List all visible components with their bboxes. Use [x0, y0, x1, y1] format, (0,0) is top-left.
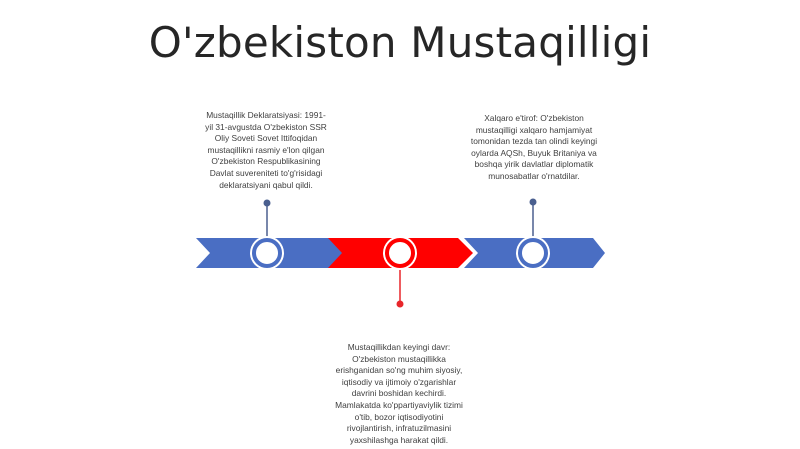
event-text-recognition: Xalqaro e'tirof: O'zbekiston mustaqilligi xalqaro hamjamiyat tomonidan tezda tan olindi keyingi oylarda AQSh, Buyuk Britaniya va boshqa yirik davlatlar diplomatik munosabatlar o'rnatdilar.	[470, 113, 598, 181]
event-text-post-independence: Mustaqillikdan keyingi davr: O'zbekiston mustaqillikka erishganidan so'ng muhim siyosiy, iqtisodiy va ijtimoiy o'zgarishlar davrini boshidan kechirdi. Mamlakatda ko'ppartiyaviylik tizimi o'tib, bozor iqtisodiyotini rivojlantirish, infratuzilmasini yaxshilashga harakat qildi.	[335, 342, 463, 445]
slide-title: O'zbekiston Mustaqilligi	[148, 18, 652, 67]
connector-dot-2	[530, 199, 537, 206]
connector-dot-1	[264, 200, 271, 207]
connector-dot-3	[397, 301, 404, 308]
event-text-declaration: Mustaqillik Deklaratsiyasi: 1991- yil 31-avgustda O'zbekiston SSR Oliy Soveti Sovet Ittifoqidan mustaqillikni rasmiy e'lon qilgan O'zbekiston Respublikasining Davlat suvereniteti to'g'risidagi deklaratsiyani qabul qildi.	[205, 110, 327, 190]
